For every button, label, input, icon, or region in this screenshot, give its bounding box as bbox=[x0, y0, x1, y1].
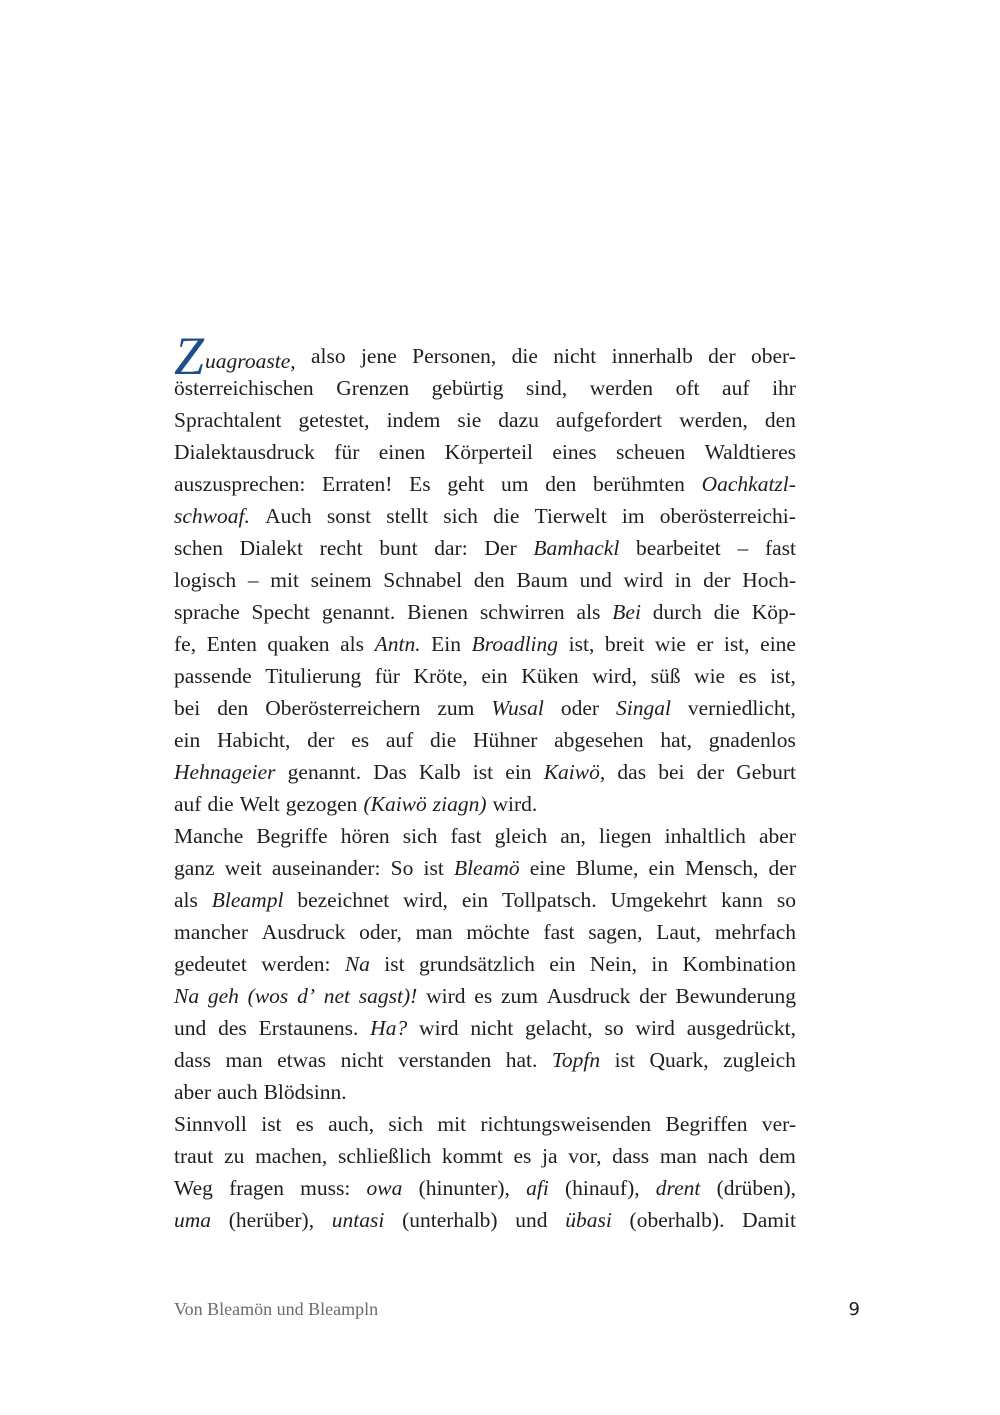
word: breit bbox=[604, 632, 645, 656]
dialect-term: sagst)! bbox=[358, 984, 418, 1008]
word: Damit bbox=[742, 1208, 796, 1232]
word: stellt bbox=[386, 504, 429, 528]
word: wird bbox=[623, 568, 663, 592]
word: Waldtieres bbox=[704, 440, 796, 464]
word: ganz bbox=[174, 856, 215, 880]
text-line bbox=[174, 756, 796, 788]
word: Begriffen bbox=[665, 1112, 748, 1136]
word: uagroaste, bbox=[205, 349, 296, 373]
word: Dialekt bbox=[239, 536, 303, 560]
word: durch bbox=[652, 600, 702, 624]
word: genannt. bbox=[287, 760, 362, 784]
word: schließlich bbox=[338, 1144, 432, 1168]
word: weit bbox=[224, 856, 262, 880]
word: innerhalb bbox=[611, 344, 693, 368]
word: Hühner bbox=[472, 728, 538, 752]
word: auch bbox=[217, 1080, 258, 1104]
word: berühmten bbox=[592, 472, 685, 496]
word: nicht bbox=[470, 1016, 514, 1040]
text-line bbox=[174, 468, 796, 500]
word: Dialektausdruck bbox=[174, 440, 315, 464]
word: Blödsinn. bbox=[263, 1080, 347, 1104]
word: Manche bbox=[174, 824, 244, 848]
word: ein bbox=[549, 952, 576, 976]
drop-cap: Z bbox=[174, 326, 205, 386]
word: gedeutet bbox=[174, 952, 247, 976]
word: bei bbox=[658, 760, 685, 784]
page-number: 9 bbox=[848, 1299, 860, 1320]
word: ober- bbox=[750, 344, 796, 368]
word: aber bbox=[758, 824, 796, 848]
word: den bbox=[764, 408, 796, 432]
text-line bbox=[174, 916, 796, 948]
dialect-term: Kaiwö, bbox=[543, 760, 606, 784]
word: der bbox=[639, 984, 667, 1008]
word: Tierwelt bbox=[534, 504, 607, 528]
word: dass bbox=[612, 1144, 650, 1168]
text-line bbox=[174, 1076, 796, 1108]
word: als bbox=[340, 632, 364, 656]
word: des bbox=[218, 1016, 247, 1040]
word: Grenzen bbox=[336, 376, 410, 400]
word: mancher bbox=[174, 920, 249, 944]
word: wie bbox=[694, 664, 726, 688]
word: traut bbox=[174, 1144, 214, 1168]
text-line bbox=[174, 980, 796, 1012]
word: an, bbox=[560, 824, 586, 848]
word: kommt bbox=[441, 1144, 503, 1168]
word: im bbox=[621, 504, 645, 528]
dialect-term: Broadling bbox=[471, 632, 559, 656]
word: schwirren bbox=[479, 600, 565, 624]
word: scheuen bbox=[615, 440, 686, 464]
word: Tollpatsch. bbox=[502, 888, 597, 912]
text-line bbox=[174, 326, 796, 386]
word: aber bbox=[174, 1080, 211, 1104]
word: der bbox=[696, 760, 725, 784]
dialect-term bbox=[174, 326, 296, 386]
text-line bbox=[174, 1172, 796, 1204]
word: fragen bbox=[229, 1176, 284, 1200]
word: sich bbox=[388, 1112, 424, 1136]
word: ein bbox=[461, 888, 489, 912]
word: Kalb bbox=[418, 760, 461, 784]
word: auseinander: bbox=[271, 856, 381, 880]
word: Erstaunens. bbox=[258, 1016, 359, 1040]
word: so bbox=[604, 1016, 624, 1040]
word: dar: bbox=[434, 536, 468, 560]
word: die bbox=[429, 728, 457, 752]
word: – bbox=[247, 568, 259, 592]
word: werden: bbox=[261, 952, 331, 976]
word: Köp- bbox=[751, 600, 796, 624]
word: kann bbox=[721, 888, 763, 912]
word: wird, bbox=[403, 888, 448, 912]
word: ist bbox=[423, 856, 444, 880]
word: aufgefordert bbox=[555, 408, 663, 432]
word: sich bbox=[402, 824, 438, 848]
word: (hinauf), bbox=[564, 1176, 640, 1200]
word: eine bbox=[760, 632, 796, 656]
word: sind, bbox=[525, 376, 568, 400]
word: in bbox=[651, 952, 669, 976]
dialect-term: net bbox=[323, 984, 351, 1008]
word: mehrfach bbox=[714, 920, 796, 944]
word: sie bbox=[457, 408, 482, 432]
word: abgesehen bbox=[554, 728, 644, 752]
word: getestet, bbox=[298, 408, 370, 432]
word: so bbox=[776, 888, 796, 912]
word: grundsätzlich bbox=[419, 952, 535, 976]
word: Körperteil bbox=[444, 440, 534, 464]
word: sonst bbox=[326, 504, 372, 528]
dialect-term: d’ bbox=[297, 984, 315, 1008]
word: eines bbox=[552, 440, 597, 464]
word: seinem bbox=[310, 568, 372, 592]
word: die bbox=[493, 504, 520, 528]
text-line bbox=[174, 532, 796, 564]
word: man bbox=[415, 920, 453, 944]
word: eine bbox=[529, 856, 566, 880]
dialect-term: geh bbox=[207, 984, 239, 1008]
word: (herüber), bbox=[228, 1208, 315, 1232]
word: nicht bbox=[553, 344, 597, 368]
word: Hoch- bbox=[742, 568, 796, 592]
word: ist, bbox=[568, 632, 595, 656]
word: Das bbox=[373, 760, 407, 784]
word: sprache bbox=[174, 600, 240, 624]
dialect-term: afi bbox=[526, 1176, 549, 1200]
word: Ausdruck bbox=[546, 984, 631, 1008]
text-line bbox=[174, 628, 796, 660]
word: schen bbox=[174, 536, 223, 560]
dialect-term: Bamhackl bbox=[533, 536, 620, 560]
text-line bbox=[174, 1140, 796, 1172]
word: quaken bbox=[267, 632, 330, 656]
word: vor, bbox=[568, 1144, 602, 1168]
word: Umgekehrt bbox=[610, 888, 708, 912]
word: bei bbox=[174, 696, 201, 720]
text-line bbox=[174, 564, 796, 596]
word: Erraten! bbox=[322, 472, 393, 496]
text-line bbox=[174, 1108, 796, 1140]
dialect-term: Na bbox=[344, 952, 370, 976]
text-line bbox=[174, 660, 796, 692]
word: ein bbox=[505, 760, 532, 784]
word: auch, bbox=[328, 1112, 375, 1136]
text-line bbox=[174, 500, 796, 532]
word: der bbox=[708, 344, 736, 368]
word: auszusprechen: bbox=[174, 472, 306, 496]
text-line bbox=[174, 852, 796, 884]
dialect-term: drent bbox=[655, 1176, 701, 1200]
word: süß bbox=[650, 664, 681, 688]
word: Mensch, bbox=[684, 856, 759, 880]
word: ausgedrückt, bbox=[686, 1016, 796, 1040]
word: machen, bbox=[255, 1144, 328, 1168]
word: er bbox=[696, 632, 714, 656]
word: hat. bbox=[505, 1048, 538, 1072]
word: werden bbox=[589, 376, 653, 400]
word: bezeichnet bbox=[297, 888, 390, 912]
word: und bbox=[579, 568, 612, 592]
word: Oberösterreichern bbox=[265, 696, 421, 720]
word: für bbox=[374, 664, 400, 688]
word: fast bbox=[450, 824, 482, 848]
word: nicht bbox=[340, 1048, 384, 1072]
word: dazu bbox=[498, 408, 539, 432]
dialect-term: Bleamö bbox=[453, 856, 520, 880]
word: fast bbox=[543, 920, 575, 944]
word: Ein bbox=[431, 632, 462, 656]
word: in bbox=[674, 568, 692, 592]
text-line bbox=[174, 820, 796, 852]
dialect-term: (wos bbox=[247, 984, 289, 1008]
word: Ausdruck bbox=[261, 920, 346, 944]
word: ist bbox=[384, 952, 405, 976]
dialect-term: uma bbox=[174, 1208, 212, 1232]
word: einen bbox=[378, 440, 426, 464]
word: ist bbox=[472, 760, 494, 784]
word: fast bbox=[764, 536, 796, 560]
word: und bbox=[515, 1208, 548, 1232]
text-line bbox=[174, 884, 796, 916]
word: Welt bbox=[239, 792, 280, 816]
dialect-term: untasi bbox=[331, 1208, 385, 1232]
word: Kröte, bbox=[413, 664, 468, 688]
word: sagen, bbox=[588, 920, 643, 944]
word: ist bbox=[261, 1112, 282, 1136]
word: richtungsweisenden bbox=[480, 1112, 652, 1136]
word: auf bbox=[174, 792, 202, 816]
word: Auch bbox=[265, 504, 312, 528]
word: – bbox=[737, 536, 749, 560]
word: es bbox=[513, 1144, 532, 1168]
word: verstanden bbox=[398, 1048, 492, 1072]
word: Der bbox=[484, 536, 517, 560]
word: den bbox=[473, 568, 505, 592]
word: nach bbox=[707, 1144, 749, 1168]
dialect-term: Ha? bbox=[370, 1016, 408, 1040]
word: die bbox=[207, 792, 234, 816]
word: passende bbox=[174, 664, 252, 688]
dialect-term: Oachkatzl- bbox=[701, 472, 796, 496]
word: hat, bbox=[660, 728, 693, 752]
word: dass bbox=[174, 1048, 212, 1072]
word: Laut, bbox=[656, 920, 702, 944]
word: ein bbox=[648, 856, 675, 880]
word: gezogen bbox=[285, 792, 358, 816]
word: österreichischen bbox=[174, 376, 314, 400]
word: der bbox=[307, 728, 335, 752]
text-line bbox=[174, 404, 796, 436]
word: und bbox=[174, 1016, 207, 1040]
word: wird, bbox=[592, 664, 637, 688]
word: logisch bbox=[174, 568, 237, 592]
dialect-term: Topfn bbox=[551, 1048, 601, 1072]
body-text bbox=[174, 326, 796, 1236]
word: man bbox=[659, 1144, 697, 1168]
word: inhaltlich bbox=[664, 824, 746, 848]
word: gebürtig bbox=[431, 376, 504, 400]
word: der bbox=[703, 568, 731, 592]
dialect-term: Bleampl bbox=[211, 888, 284, 912]
word: liegen bbox=[599, 824, 652, 848]
word: gelacht, bbox=[525, 1016, 593, 1040]
word: wird bbox=[635, 1016, 675, 1040]
word: möchte bbox=[466, 920, 530, 944]
word: genannt. bbox=[321, 600, 396, 624]
word: mit bbox=[270, 568, 299, 592]
word: geht bbox=[447, 472, 485, 496]
word: Specht bbox=[251, 600, 311, 624]
dialect-term: owa bbox=[366, 1176, 403, 1200]
word: zugleich bbox=[723, 1048, 796, 1072]
word: etwas bbox=[277, 1048, 327, 1072]
word: ver- bbox=[761, 1112, 796, 1136]
word: den bbox=[545, 472, 577, 496]
word: es bbox=[474, 984, 493, 1008]
word: Geburt bbox=[736, 760, 796, 784]
word: Weg bbox=[174, 1176, 213, 1200]
word: bunt bbox=[379, 536, 418, 560]
word: oft bbox=[675, 376, 700, 400]
word: Küken bbox=[521, 664, 579, 688]
word: als bbox=[174, 888, 198, 912]
word: Sinnvoll bbox=[174, 1112, 247, 1136]
word: gnadenlos bbox=[708, 728, 796, 752]
word: wird bbox=[426, 984, 466, 1008]
dialect-term: Na bbox=[174, 984, 200, 1008]
dialect-term: ziagn) bbox=[432, 792, 487, 816]
word: als bbox=[576, 600, 601, 624]
word: oder bbox=[560, 696, 600, 720]
word: zum bbox=[500, 984, 538, 1008]
dialect-term: Singal bbox=[615, 696, 671, 720]
word: ein bbox=[481, 664, 508, 688]
word: (hinunter), bbox=[418, 1176, 510, 1200]
word: (oberhalb). bbox=[629, 1208, 725, 1232]
word: So bbox=[390, 856, 414, 880]
word: ein bbox=[174, 728, 201, 752]
word: die bbox=[713, 600, 740, 624]
word: zu bbox=[224, 1144, 245, 1168]
word: Bewunderung bbox=[675, 984, 796, 1008]
word: hören bbox=[340, 824, 390, 848]
dialect-term: Antn. bbox=[374, 632, 421, 656]
dialect-term: (Kaiwö bbox=[363, 792, 427, 816]
dialect-term: übasi bbox=[565, 1208, 612, 1232]
word: Baum bbox=[516, 568, 568, 592]
text-line bbox=[174, 436, 796, 468]
word: um bbox=[501, 472, 529, 496]
word: bearbeitet bbox=[636, 536, 721, 560]
word: ist bbox=[614, 1048, 635, 1072]
word: mit bbox=[437, 1112, 467, 1136]
word: fe, bbox=[174, 632, 197, 656]
word: muss: bbox=[300, 1176, 351, 1200]
word: zum bbox=[437, 696, 475, 720]
word: Kombination bbox=[682, 952, 796, 976]
word: ja bbox=[542, 1144, 558, 1168]
dialect-term: Wusal bbox=[491, 696, 544, 720]
word: Habicht, bbox=[216, 728, 291, 752]
text-line bbox=[174, 1204, 796, 1236]
word: Bienen bbox=[407, 600, 469, 624]
word: Sprachtalent bbox=[174, 408, 282, 432]
word: werden, bbox=[679, 408, 748, 432]
word: ihr bbox=[772, 376, 796, 400]
text-line bbox=[174, 724, 796, 756]
dialect-term: Hehnageier bbox=[174, 760, 276, 784]
text-line bbox=[174, 788, 796, 820]
word: Blume, bbox=[575, 856, 639, 880]
word: es bbox=[738, 664, 757, 688]
word: also bbox=[310, 344, 346, 368]
word: es bbox=[351, 728, 370, 752]
text-line bbox=[174, 948, 796, 980]
text-line bbox=[174, 372, 796, 404]
word: das bbox=[617, 760, 647, 784]
word: oberösterreichi- bbox=[659, 504, 796, 528]
word: indem bbox=[386, 408, 441, 432]
word: für bbox=[334, 440, 360, 464]
word: dem bbox=[758, 1144, 796, 1168]
word: Titulierung bbox=[265, 664, 362, 688]
word: sich bbox=[443, 504, 478, 528]
word: Begriffe bbox=[256, 824, 328, 848]
word: auf bbox=[722, 376, 750, 400]
word: Enten bbox=[206, 632, 257, 656]
word: ist, bbox=[770, 664, 796, 688]
text-line bbox=[174, 1012, 796, 1044]
word: Quark, bbox=[649, 1048, 709, 1072]
word: oder, bbox=[359, 920, 402, 944]
word: Nein, bbox=[589, 952, 638, 976]
word: die bbox=[511, 344, 538, 368]
word: Es bbox=[409, 472, 431, 496]
word: man bbox=[225, 1048, 263, 1072]
word: ist, bbox=[723, 632, 750, 656]
text-line bbox=[174, 692, 796, 724]
word: wird bbox=[419, 1016, 459, 1040]
dialect-term: schwoaf. bbox=[174, 504, 250, 528]
word: der bbox=[768, 856, 796, 880]
word: Schnabel bbox=[383, 568, 463, 592]
word: jene bbox=[360, 344, 397, 368]
word: (unterhalb) bbox=[402, 1208, 498, 1232]
word: den bbox=[217, 696, 249, 720]
word: Personen, bbox=[412, 344, 497, 368]
text-line bbox=[174, 1044, 796, 1076]
word: es bbox=[295, 1112, 314, 1136]
word: verniedlicht, bbox=[687, 696, 796, 720]
text-line bbox=[174, 596, 796, 628]
word: wie bbox=[654, 632, 686, 656]
word: (drüben), bbox=[716, 1176, 796, 1200]
dialect-term: Bei bbox=[612, 600, 641, 624]
word: wird. bbox=[492, 792, 538, 816]
running-footer-title: Von Bleamön und Bleampln bbox=[174, 1299, 379, 1319]
word: gleich bbox=[494, 824, 548, 848]
word: recht bbox=[319, 536, 363, 560]
word: auf bbox=[385, 728, 414, 752]
